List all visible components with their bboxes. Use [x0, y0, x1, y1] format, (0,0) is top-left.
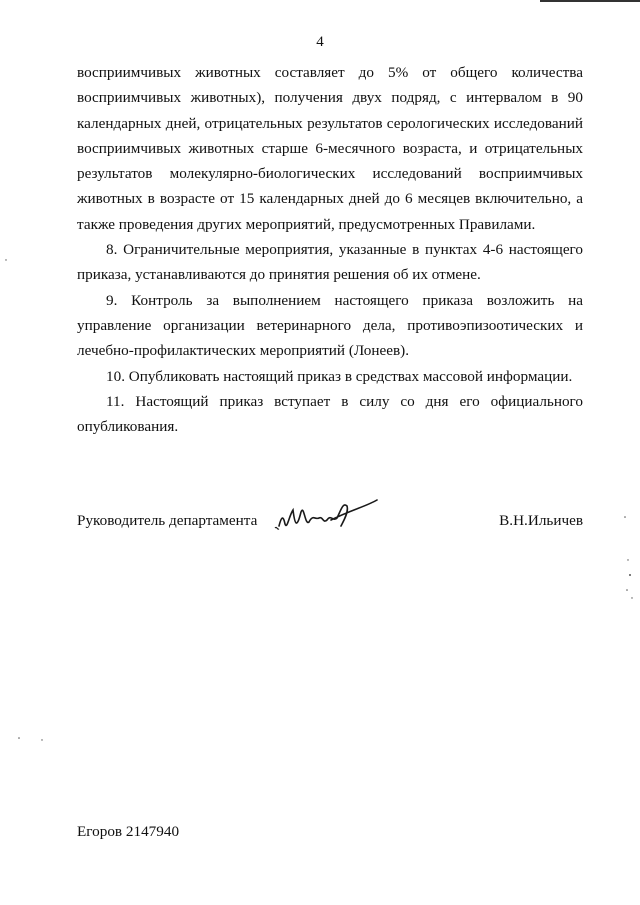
executor-note: Егоров 2147940 [77, 823, 180, 840]
signatory-title: Руководитель департамента [77, 512, 258, 529]
top-edge-rule [540, 0, 640, 2]
paragraph-item-8: 8. Ограничительные мероприятия, указанные в пунктах 4-6 настоящего приказа, устанавливаются до принятия решения об их отмене. [77, 241, 583, 284]
paragraph-item-11: 11. Настоящий приказ вступает в силу со дня его официального опубликования. [77, 392, 583, 436]
body-text [77, 60, 583, 439]
paragraph-item-10: 10. Опубликовать настоящий приказ в средствах массовой информации. [106, 367, 573, 385]
page-number: 4 [316, 34, 324, 50]
paragraph-item-9: 9. Контроль за выполнением настоящего приказа возложить на управление организации ветеринарного дела, противоэпизоотических и лечебно-профилактических мероприятий (Лонеев). [77, 291, 583, 360]
paragraph-continuation: восприимчивых животных составляет до 5% от общего количества восприимчивых животных), получения двух подряд, с интервалом в 90 календарных дней, отрицательных результатов серологических исследований восприимчивых животных старше 6-месячного возраста, и отрицательных результатов молекулярно-биологических исследований восприимчивых животных в возрасте от 15 календарных дней до 6 месяцев включительно, а также проведения других мероприятий, предусмотренных Правилами. [77, 64, 583, 233]
signatory-name: В.Н.Ильичев [499, 512, 583, 529]
handwritten-signature [271, 496, 381, 536]
signature-row [77, 512, 583, 542]
